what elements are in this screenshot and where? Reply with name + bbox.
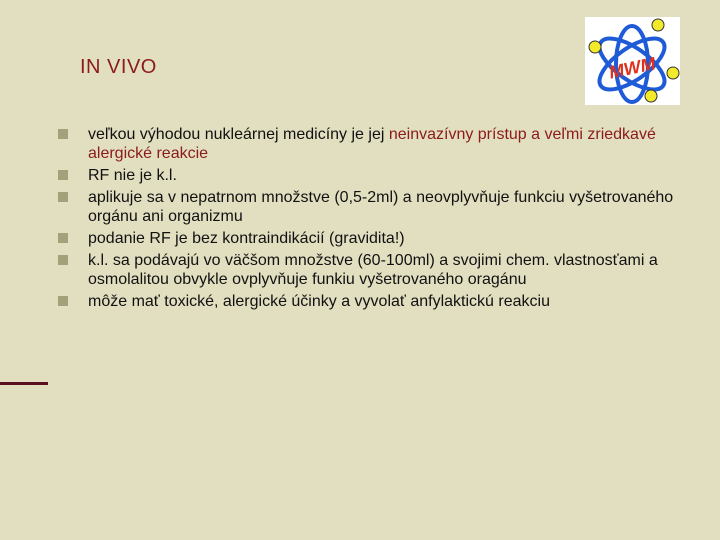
list-item (58, 166, 698, 185)
bullet-text: podanie RF je bez kontraindikácií (gravidita!) (88, 230, 405, 247)
bullet-text: môže mať toxické, alergické účinky a vyvolať anfylaktickú reakciu (88, 293, 550, 310)
list-item (58, 251, 698, 289)
atom-logo-icon (585, 17, 680, 105)
bullet-highlight: neinvazívny prístup a veľmi zriedkavé alergické reakcie (88, 126, 656, 162)
list-item (58, 229, 698, 248)
square-bullet-icon (58, 192, 68, 202)
bullet-text: aplikuje sa v nepatrnom množstve (0,5-2ml) a neovplyvňuje funkciu vyšetrovaného orgánu ani organizmu (88, 189, 674, 225)
square-bullet-icon (58, 233, 68, 243)
bullet-list (58, 125, 698, 314)
bullet-text: k.l. sa podávajú vo väčšom množstve (60-100ml) a svojimi chem. vlastnosťami a osmolalitou obvykle ovplyvňuje funkiu vyšetrovaného oragánu (88, 252, 658, 288)
list-item (58, 125, 698, 163)
square-bullet-icon (58, 296, 68, 306)
square-bullet-icon (58, 255, 68, 265)
square-bullet-icon (58, 129, 68, 139)
bullet-text: RF nie je k.l. (88, 167, 177, 184)
atom-logo (585, 17, 680, 105)
square-bullet-icon (58, 170, 68, 180)
list-item (58, 188, 698, 226)
bullet-text: veľkou výhodou nukleárnej medicíny je jej (88, 126, 389, 143)
slide-title: IN VIVO (80, 56, 157, 78)
list-item (58, 292, 698, 311)
divider-line (0, 382, 48, 385)
logo-text: MWM (607, 53, 658, 83)
